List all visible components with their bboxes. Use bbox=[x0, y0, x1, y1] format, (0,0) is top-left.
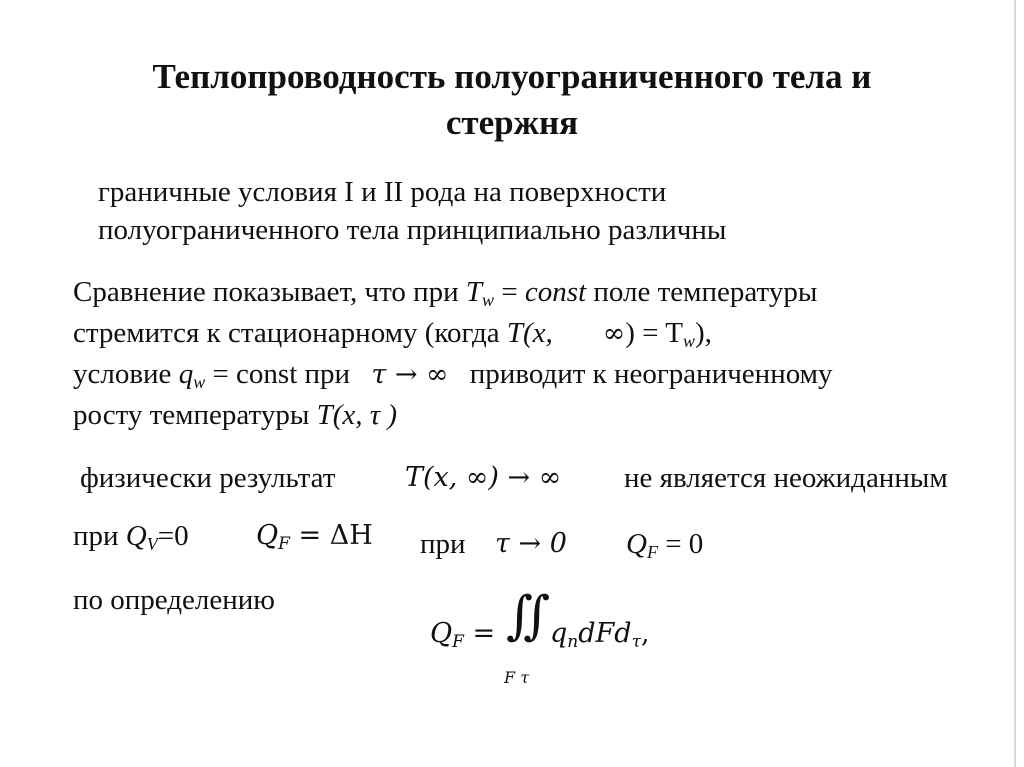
tau-to-zero-formula: τ → 0 bbox=[495, 528, 567, 559]
symbol-Q: Q bbox=[256, 520, 279, 551]
symbol-q: q bbox=[550, 618, 568, 649]
symbol-q: q bbox=[178, 358, 194, 390]
text: ), bbox=[694, 317, 712, 349]
equals-zero: =0 bbox=[157, 520, 189, 552]
symbol-T-x-tau: T(x, τ ) bbox=[316, 399, 398, 431]
title-line-1: Теплопроводность полуограниченного тела и bbox=[152, 57, 872, 96]
subscript-w: w bbox=[193, 372, 206, 392]
comma: , bbox=[640, 618, 650, 649]
subscript-tau: τ bbox=[631, 632, 641, 652]
text: стремится к стационарному (когда bbox=[73, 317, 507, 349]
physics-text-2: не является неожиданным bbox=[624, 462, 948, 494]
comparison-line-1 bbox=[73, 272, 833, 313]
text: условие bbox=[73, 358, 179, 390]
qf-zero bbox=[626, 526, 703, 562]
text: = const при bbox=[205, 358, 358, 390]
infinity-symbol: ∞ bbox=[602, 318, 626, 349]
subscript-n: n bbox=[567, 632, 579, 652]
title-line-2: стержня bbox=[445, 103, 579, 142]
definition-label: по определению bbox=[73, 584, 275, 616]
physics-formula: T(x, ∞) → ∞ bbox=[405, 462, 562, 493]
physics-text: физически результат bbox=[80, 462, 336, 494]
symbol-T-x: T(x, bbox=[506, 317, 553, 349]
dF-d: dFd bbox=[578, 618, 632, 649]
symbol-Q: Q bbox=[430, 618, 453, 649]
symbol-Q: Q bbox=[626, 528, 647, 560]
pri-text: при bbox=[420, 528, 466, 560]
equals: = bbox=[463, 618, 496, 649]
text: Сравнение показывает, что при bbox=[73, 276, 466, 308]
comparison-paragraph bbox=[73, 272, 833, 436]
subscript-F: F bbox=[452, 632, 464, 652]
right-edge-rule bbox=[1014, 0, 1016, 767]
subscript-w: w bbox=[682, 331, 695, 351]
integral-lhs bbox=[430, 618, 496, 652]
const-word: const bbox=[524, 276, 587, 308]
text: поле температуры bbox=[586, 276, 818, 308]
comparison-line-3 bbox=[73, 354, 833, 395]
integral-limits: F τ bbox=[504, 668, 530, 687]
integral-integrand bbox=[550, 618, 650, 652]
slide-title bbox=[60, 54, 964, 146]
symbol-T: T bbox=[465, 276, 483, 308]
equals-delta-h: = ΔH bbox=[289, 520, 373, 551]
intro-line-1: граничные условия I и II рода на поверхности bbox=[98, 176, 667, 208]
symbol-Q: Q bbox=[125, 520, 147, 552]
qf-equals-delta-h-formula bbox=[256, 518, 373, 554]
double-integral-sign: ∬ bbox=[506, 586, 551, 646]
subscript-F: F bbox=[278, 534, 290, 554]
subscript-w: w bbox=[482, 290, 495, 310]
intro-paragraph bbox=[98, 173, 726, 249]
comparison-line-2 bbox=[73, 313, 833, 354]
equals-zero: = 0 bbox=[657, 528, 704, 560]
subscript-V: V bbox=[146, 534, 158, 554]
qv-condition bbox=[73, 518, 189, 554]
text: при bbox=[73, 520, 126, 552]
intro-line-2: полуограниченного тела принципиально различны bbox=[98, 214, 727, 246]
equals: = bbox=[494, 276, 525, 308]
text: приводит к неограниченному bbox=[462, 358, 833, 390]
subscript-F: F bbox=[646, 542, 658, 562]
text: росту температуры bbox=[73, 399, 317, 431]
equals-T: ) = T bbox=[625, 317, 683, 349]
comparison-line-4 bbox=[73, 395, 833, 436]
tau-to-infinity-formula: τ → ∞ bbox=[371, 359, 449, 390]
